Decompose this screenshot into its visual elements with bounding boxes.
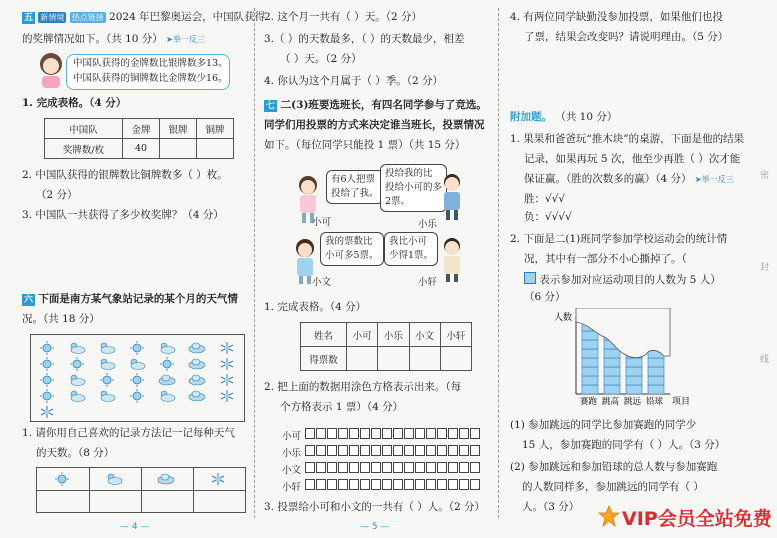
mid-q2-line2: 个方格表示 1 票）（4 分） — [280, 401, 404, 413]
vote-grid-row[interactable] — [282, 445, 481, 461]
seal-mark-1: 密 — [760, 171, 770, 181]
bonus-q1: 1. 果果和爸爸玩“推木块”的桌游，下面是他的结果 — [510, 133, 745, 145]
medal-gold-value: 40 — [123, 139, 160, 159]
vote-square[interactable] — [426, 428, 436, 439]
vote-square[interactable] — [393, 462, 403, 473]
sec5-text: 2024 年巴黎奥运会，中国队获得 — [109, 11, 266, 23]
sub-q2-line3: 人。（3 分） — [522, 501, 580, 513]
bar-block-跳远 — [626, 376, 642, 385]
vote-table — [300, 322, 472, 371]
bubble-xiaoke-line1: 有6人把票 — [331, 174, 376, 185]
vote-square[interactable] — [393, 428, 403, 439]
tick-label-跳远: 跳远 — [624, 397, 642, 407]
vote-blank-xiaoke[interactable] — [347, 347, 378, 371]
sec5-header — [22, 10, 265, 24]
legend-snowflake-icon — [209, 471, 227, 485]
medal-header-1: 金牌 — [123, 119, 160, 139]
medal-silver-blank[interactable] — [159, 139, 196, 159]
tag-new-situation: 新情境 — [40, 13, 65, 22]
vote-grid-label: 小乐 — [282, 448, 302, 459]
bubble-xiaole-line2: 投给小可的多 — [385, 182, 443, 193]
sec6-q1-line2: 的天数。（8 分） — [36, 447, 115, 459]
win-record: 胜：√√√ — [524, 193, 566, 205]
vote-square[interactable] — [459, 462, 469, 473]
bar-block-赛跑 — [582, 358, 598, 367]
bubble-xiaoxuan-line1: 我比小可 — [389, 236, 428, 247]
cloud-icon — [98, 356, 116, 370]
vote-row-label: 得票数 — [301, 347, 347, 371]
vote-header-3: 小文 — [409, 323, 440, 347]
right-q4-line2: 了票，结果会改变吗？请说明理由。（5 分） — [524, 31, 729, 43]
cloud-icon — [158, 340, 176, 354]
sec7-line2: 同学们用投票的方式来决定谁当班长，投票情况 — [264, 119, 485, 131]
seal-mark-2: 封 — [760, 263, 770, 273]
medal-row-label: 奖牌数/枚 — [45, 139, 123, 159]
vote-square[interactable] — [305, 462, 315, 473]
sun-icon — [128, 340, 146, 354]
vote-square[interactable] — [448, 428, 458, 439]
page-number-left: — 4 — — [120, 522, 150, 532]
cloud-icon — [68, 388, 86, 402]
vote-square[interactable] — [448, 462, 458, 473]
vote-square[interactable] — [305, 428, 315, 439]
bar-block-赛跑 — [582, 385, 598, 394]
name-xiaowen: 小文 — [312, 277, 332, 288]
bonus-points: （共 10 分） — [555, 111, 618, 123]
vote-square[interactable] — [316, 445, 326, 456]
bar-block-跳高 — [604, 385, 620, 394]
mid-q3: 3.（ ）的天数最多，（ ）的天数最少，相差 — [264, 33, 465, 45]
seal-mark-3: 线 — [760, 355, 770, 365]
vote-square[interactable] — [349, 479, 359, 490]
vote-square[interactable] — [305, 479, 315, 490]
sec6-header — [22, 292, 238, 306]
sun-icon — [98, 372, 116, 386]
sec6-text: 下面是南方某气象站记录的某个月的天气情 — [38, 293, 238, 305]
right-q4: 4. 有两位同学缺勤没参加投票，如果他们也投 — [510, 11, 723, 23]
sub-q1-line2: 15 人，参加赛跑的同学有（ ）人。（3 分） — [522, 439, 726, 451]
vote-square[interactable] — [316, 479, 326, 490]
vote-header-0: 姓名 — [301, 323, 347, 347]
bar-block-跳高 — [604, 358, 620, 367]
bubble-xiaoke — [326, 170, 384, 204]
cloud-icon — [98, 388, 116, 402]
cloud-icon — [68, 372, 86, 386]
sec7-line3: 如下。（每位同学只能投 1 票）（共 15 分） — [264, 139, 466, 151]
vote-square[interactable] — [360, 445, 370, 456]
medal-header-3: 铜牌 — [196, 119, 233, 139]
bar-block-赛跑 — [582, 376, 598, 385]
medal-table — [44, 118, 234, 159]
vote-square[interactable] — [338, 479, 348, 490]
bonus-q1-line3-text: 保证赢。（胜的次数多的赢）（4 分） — [524, 173, 692, 185]
vote-square[interactable] — [415, 445, 425, 456]
snowflake-icon — [218, 340, 236, 354]
vote-square[interactable] — [448, 445, 458, 456]
vote-square[interactable] — [382, 445, 392, 456]
snowflake-icon — [38, 404, 56, 418]
bonus-title: 附加题。 — [510, 111, 552, 123]
page-divider-left — [254, 8, 255, 518]
sun-icon — [38, 356, 56, 370]
vote-square[interactable] — [360, 462, 370, 473]
vote-square[interactable] — [382, 462, 392, 473]
vote-square[interactable] — [338, 445, 348, 456]
tick-label-赛跑: 赛跑 — [580, 397, 598, 407]
medal-bronze-blank[interactable] — [196, 139, 233, 159]
cloud-icon — [68, 340, 86, 354]
page-divider-right — [498, 8, 499, 518]
vote-grid-row[interactable] — [282, 462, 481, 478]
medal-header-0: 中国队 — [45, 119, 123, 139]
vip-watermark[interactable]: VIP会员全站免费 — [622, 508, 772, 530]
sports-bar-chart — [552, 308, 692, 408]
vote-square[interactable] — [404, 428, 414, 439]
sec5-line2 — [22, 32, 205, 47]
vote-square[interactable] — [305, 445, 315, 456]
tag-hot-link: 热点链接 — [71, 13, 104, 22]
bonus-q2-line3 — [524, 272, 721, 287]
vote-grid-row[interactable] — [282, 479, 481, 495]
vote-header-2: 小乐 — [378, 323, 409, 347]
cloud-icon — [98, 340, 116, 354]
medal-header-2: 银牌 — [159, 119, 196, 139]
vote-square[interactable] — [327, 479, 337, 490]
star-icon — [598, 505, 620, 527]
vote-square[interactable] — [338, 462, 348, 473]
vote-grid-row[interactable] — [282, 428, 481, 444]
vote-square[interactable] — [371, 462, 381, 473]
sec5-q2-points: （2 分） — [36, 189, 78, 201]
bar-block-赛跑 — [582, 340, 598, 349]
mid-q2: 2. 把上面的数据用涂色方格表示出来。（每 — [264, 381, 462, 393]
vote-square[interactable] — [382, 479, 392, 490]
sec5-q2: 2. 中国队获得的银牌数比铜牌数多（ ）枚。 — [22, 169, 228, 181]
bubble-xiaoke-line2: 投给了我。 — [331, 188, 379, 199]
bubble-xiaole — [380, 164, 447, 212]
legend-square-icon — [524, 272, 536, 284]
vote-square[interactable] — [470, 479, 480, 490]
sec7-header — [264, 98, 487, 112]
vote-blank-xiaowen[interactable] — [409, 347, 440, 371]
sec7-badge: 七 — [266, 101, 276, 111]
name-xiaole: 小乐 — [418, 219, 438, 230]
vote-square[interactable] — [393, 479, 403, 490]
bonus-q1-link[interactable]: ➤举一反三 — [694, 175, 734, 184]
vote-square[interactable] — [371, 445, 381, 456]
name-xiaoxuan: 小轩 — [418, 277, 438, 288]
sec5-points: 的奖牌情况如下。（共 10 分） — [22, 33, 163, 45]
bubble-xiaowen-line1: 我的票数比 — [325, 236, 373, 247]
legend-cloud-icon — [105, 471, 123, 485]
bubble-xiaole-line3: 2票。 — [385, 196, 411, 207]
snowflake-icon — [218, 388, 236, 402]
vote-square[interactable] — [459, 428, 469, 439]
chart-xlabel: 项目 — [672, 397, 691, 407]
overcast-icon — [188, 372, 206, 386]
bar-block-跳远 — [626, 385, 642, 394]
vote-square[interactable] — [327, 428, 337, 439]
bonus-q1-line3 — [524, 172, 734, 187]
vote-square[interactable] — [448, 479, 458, 490]
vote-square[interactable] — [459, 445, 469, 456]
kid-xiaoxuan-icon — [440, 236, 464, 284]
sub-q2: (2) 参加跳远和参加铅球的总人数与参加赛跑 — [510, 461, 718, 473]
bonus-q1-line2: 记录，如果再玩 5 次，他至少再胜（ ）次才能 — [524, 153, 741, 165]
girl-avatar-icon — [36, 50, 66, 90]
overcast-icon — [158, 372, 176, 386]
sun-icon — [68, 356, 86, 370]
vote-square[interactable] — [426, 462, 436, 473]
vote-square[interactable] — [437, 428, 447, 439]
vote-square[interactable] — [437, 479, 447, 490]
tick-label-跳高: 跳高 — [602, 397, 620, 407]
sec6-badge: 六 — [24, 295, 34, 305]
vote-square[interactable] — [404, 479, 414, 490]
sun-icon — [38, 340, 56, 354]
vote-square[interactable] — [437, 445, 447, 456]
vote-square[interactable] — [349, 462, 359, 473]
vote-square[interactable] — [371, 428, 381, 439]
snowflake-icon — [218, 356, 236, 370]
vote-square[interactable] — [459, 479, 469, 490]
legend-sun-icon — [53, 471, 71, 485]
sec6-q1: 1. 请你用自己喜欢的记录方法记一记每种天气 — [22, 427, 235, 439]
vote-square[interactable] — [327, 462, 337, 473]
vote-square[interactable] — [470, 445, 480, 456]
vote-square[interactable] — [360, 479, 370, 490]
vote-header-1: 小可 — [347, 323, 378, 347]
vote-square[interactable] — [404, 445, 414, 456]
vote-grid-label: 小轩 — [282, 482, 302, 493]
mid-q3-total: 3. 投票给小可和小文的一共有（ ）人。（2 分） — [264, 501, 485, 513]
sun-icon — [128, 388, 146, 402]
tick-label-铅球: 铅球 — [646, 397, 664, 407]
legend-overcast-icon — [157, 471, 175, 485]
vote-grid-label: 小可 — [282, 431, 302, 442]
bonus-q2-line2: 况，其中有一部分不小心撕掉了。（ — [524, 253, 687, 265]
snowflake-icon — [218, 372, 236, 386]
mid-q4: 4. 你认为这个月属于（ ）季。（2 分） — [264, 75, 443, 87]
bar-block-铅球 — [648, 385, 664, 394]
vote-square[interactable] — [327, 445, 337, 456]
bubble-xiaoxuan — [384, 232, 438, 266]
bar-block-跳远 — [626, 367, 642, 376]
vote-square[interactable] — [393, 445, 403, 456]
vote-square[interactable] — [437, 462, 447, 473]
vote-square[interactable] — [349, 445, 359, 456]
chart-ticks — [580, 396, 664, 407]
sec5-link[interactable]: ➤举一反三 — [166, 35, 205, 44]
page-number-middle: — 5 — — [360, 522, 390, 532]
vote-square[interactable] — [415, 428, 425, 439]
mid-q2: 2. 这个月一共有（ ）天。（2 分） — [264, 11, 422, 23]
vote-blank-xiaoxuan[interactable] — [440, 347, 471, 371]
name-xiaoke: 小可 — [312, 217, 332, 228]
vote-square[interactable] — [316, 428, 326, 439]
bonus-header — [510, 110, 617, 124]
bar-block-跳高 — [604, 376, 620, 385]
vote-square[interactable] — [349, 428, 359, 439]
bar-block-跳远 — [626, 358, 642, 367]
bar-block-跳高 — [604, 349, 620, 358]
bonus-q2: 2. 下面是二(1)班同学参加学校运动会的统计情 — [510, 233, 728, 245]
sec5-badge: 五 — [24, 13, 34, 23]
vote-square[interactable] — [426, 479, 436, 490]
mid-vote-q1: 1. 完成表格。（4 分） — [264, 301, 367, 313]
vote-header-4: 小轩 — [440, 323, 471, 347]
bubble-xiaowen — [320, 232, 384, 266]
cloud-icon — [128, 356, 146, 370]
mid-q3-line2: （ ）天。（2 分） — [280, 53, 362, 65]
lose-record: 负：√√√√ — [524, 211, 572, 223]
sun-icon — [128, 372, 146, 386]
sun-icon — [158, 356, 176, 370]
sun-icon — [38, 372, 56, 386]
bubble-line1: 中国队获得的金牌数比银牌数多13。 — [73, 58, 228, 69]
vote-square[interactable] — [338, 428, 348, 439]
bubble-xiaowen-line2: 小可多5票。 — [325, 250, 379, 261]
overcast-icon — [188, 388, 206, 402]
chart-ylabel: 人数 — [554, 313, 573, 323]
vote-square[interactable] — [371, 479, 381, 490]
sub-q1: (1) 参加跳远的同学比参加赛跑的同学少 — [510, 419, 697, 431]
bubble-xiaoxuan-line2: 少得1票。 — [389, 250, 434, 261]
bonus-q2-line3-text: 表示参加对应运动项目的人数为 5 人） — [539, 274, 721, 286]
sun-icon — [38, 388, 56, 402]
cloud-icon — [158, 388, 176, 402]
sec6-line2: 况。（共 18 分） — [22, 313, 100, 325]
vote-square[interactable] — [426, 445, 436, 456]
info-bubble — [66, 54, 230, 90]
kid-xiaole-icon — [440, 172, 464, 222]
overcast-icon — [188, 340, 206, 354]
vote-square[interactable] — [360, 428, 370, 439]
vote-square[interactable] — [404, 462, 414, 473]
bar-block-铅球 — [648, 367, 664, 376]
bubble-line2: 中国队获得的铜牌数比金牌数少16。 — [73, 73, 228, 84]
sec5-q3: 3. 中国队一共获得了多少枚奖牌？（4 分） — [22, 209, 224, 221]
bar-block-铅球 — [648, 358, 664, 367]
bar-block-赛跑 — [582, 349, 598, 358]
bubble-xiaole-line1: 投给我的比 — [385, 168, 433, 179]
vote-grid-label: 小文 — [282, 465, 302, 476]
sec7-line1: 二(3)班要选班长，有四名同学参与了竞选。 — [280, 99, 487, 111]
overcast-icon — [188, 356, 206, 370]
sec5-q1: 1. 完成表格。（4 分） — [22, 97, 127, 109]
sub-q2-line2: 的人数同样多，参加跳远的同学有（ ） — [522, 481, 704, 493]
vote-square[interactable] — [316, 462, 326, 473]
bar-block-赛跑 — [582, 367, 598, 376]
vote-square[interactable] — [415, 462, 425, 473]
vote-blank-xiaole[interactable] — [378, 347, 409, 371]
vote-square[interactable] — [470, 462, 480, 473]
vote-square[interactable] — [470, 428, 480, 439]
vote-square[interactable] — [382, 428, 392, 439]
bar-block-跳高 — [604, 367, 620, 376]
bar-block-铅球 — [648, 376, 664, 385]
vote-square[interactable] — [415, 479, 425, 490]
bonus-q2-points: （6 分） — [524, 291, 566, 303]
